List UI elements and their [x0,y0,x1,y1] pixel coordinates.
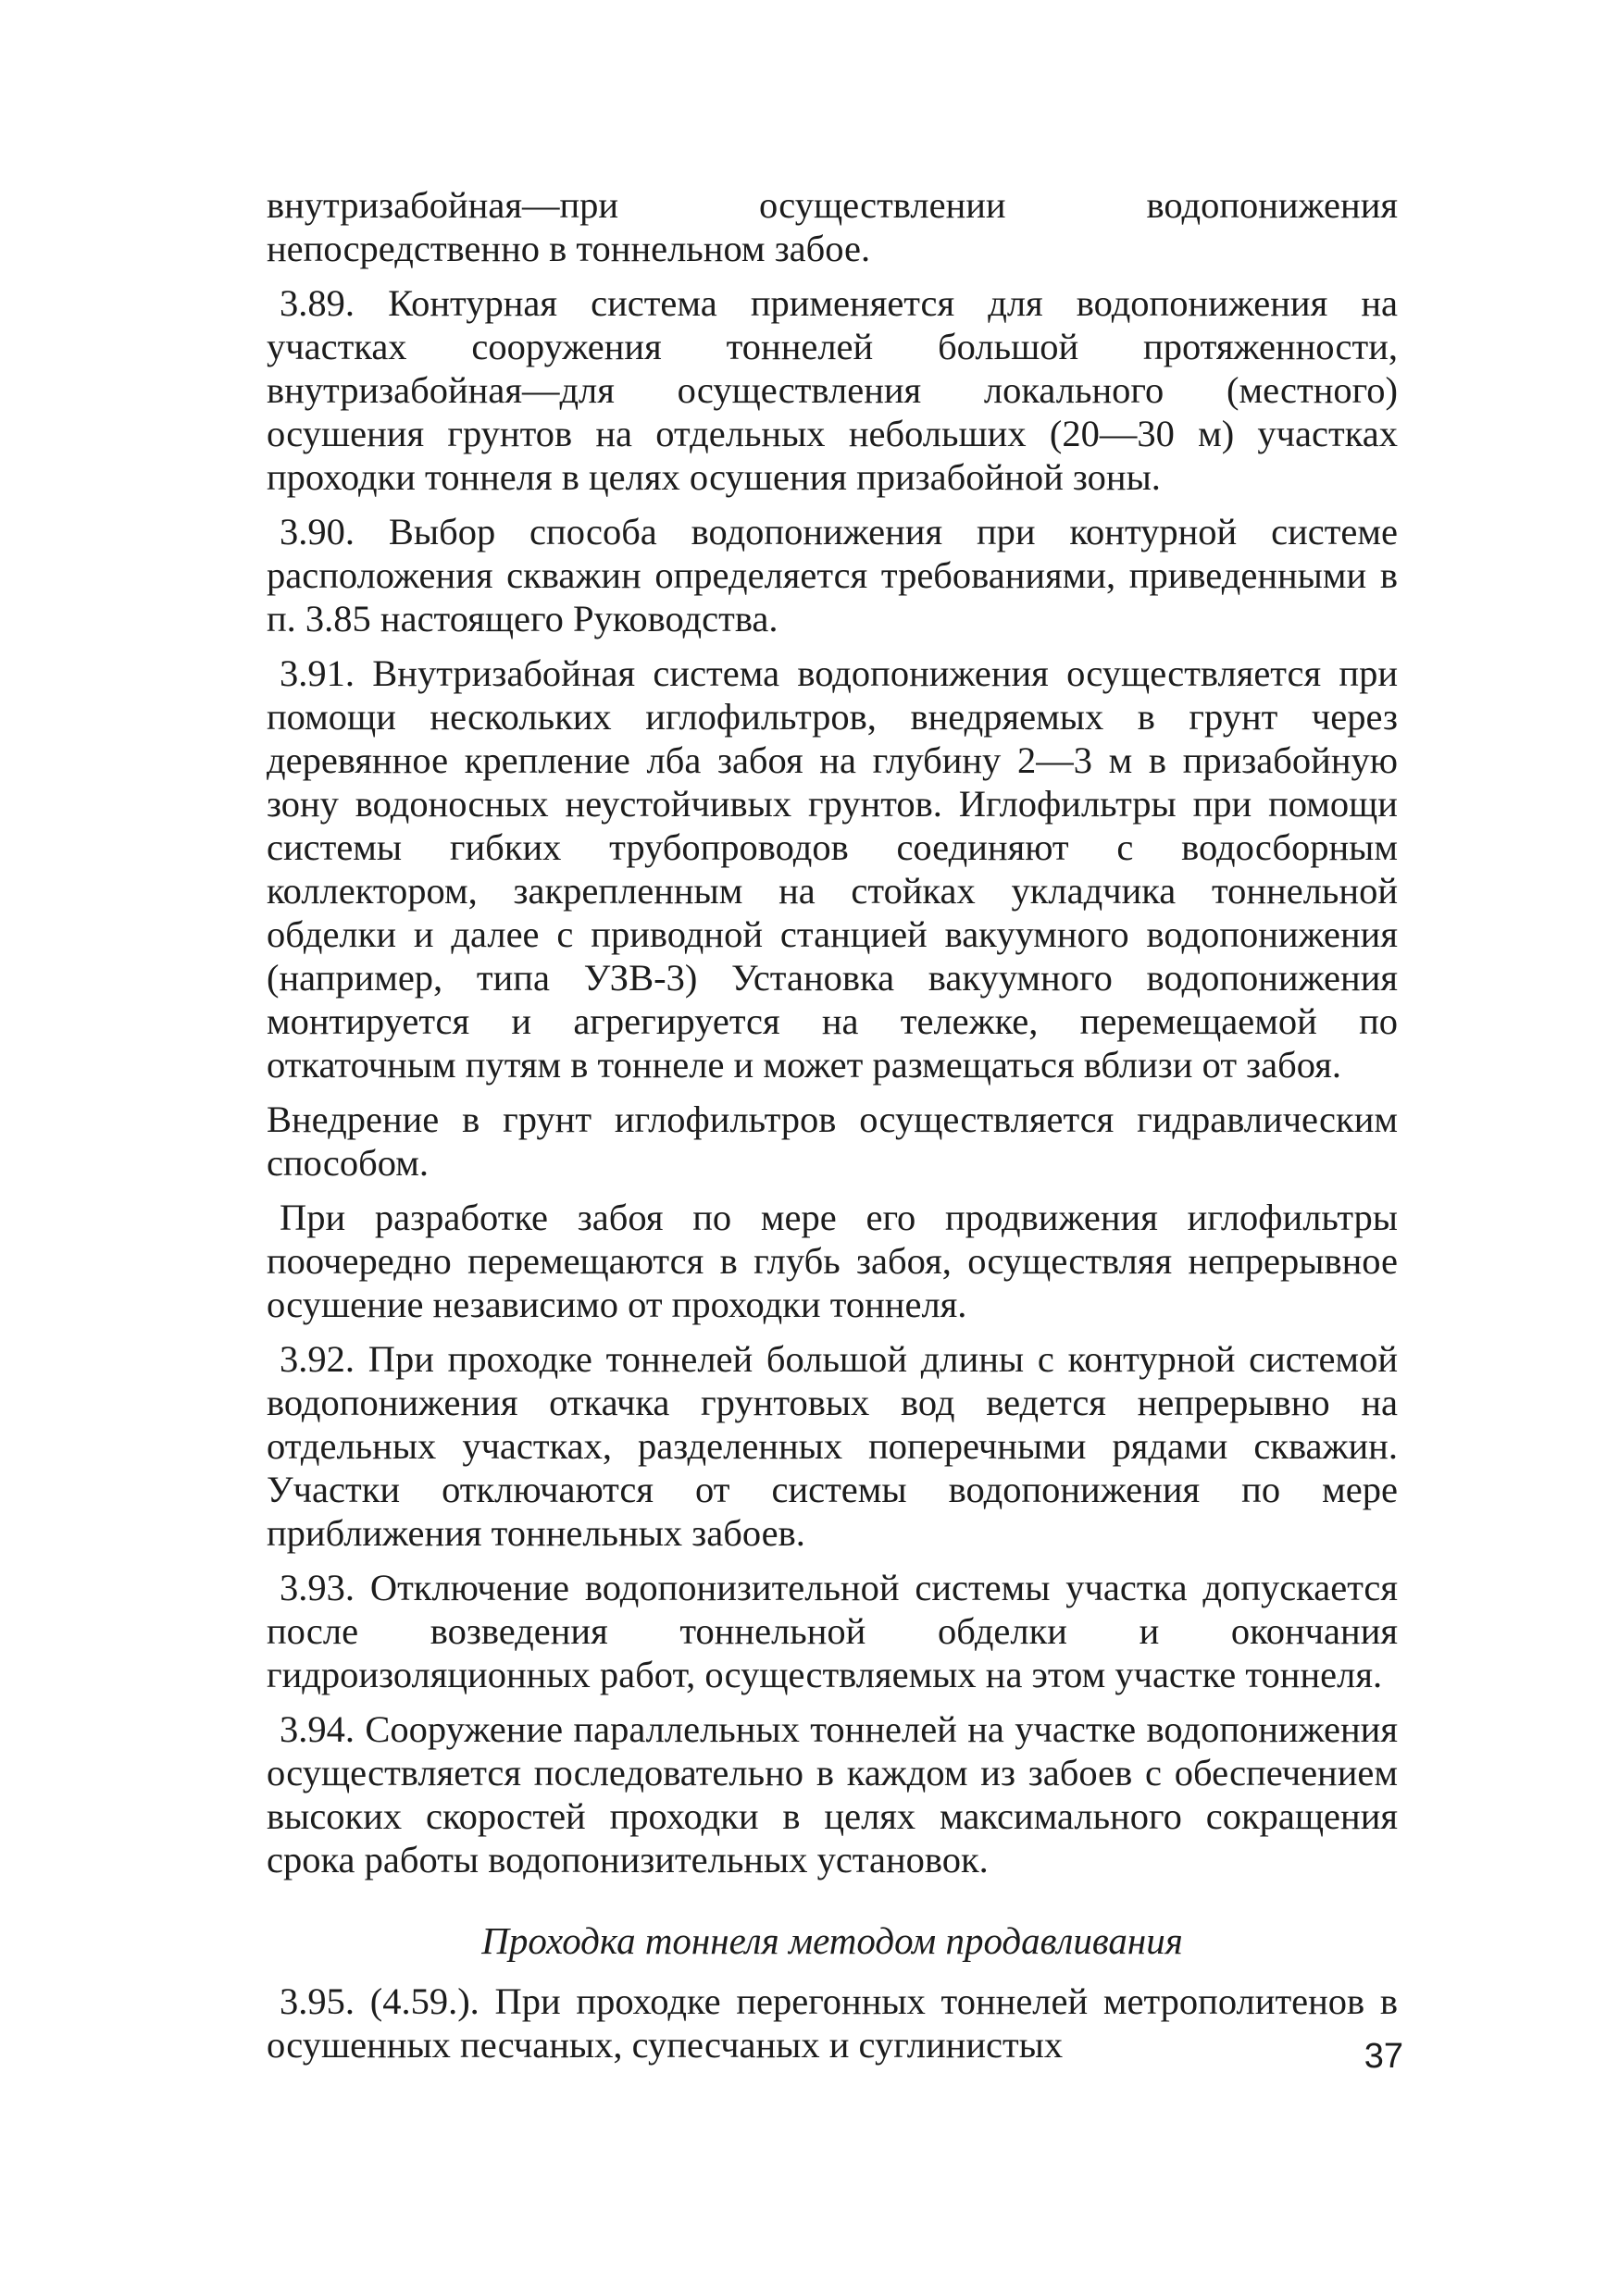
section-heading: Проходка тоннеля методом продавливания [481,1919,1183,1962]
paragraph-face-development: При разработке забоя по мере его продвижения иглофильтры поочередно перемещаются в глубь забоя, осуществляя непрерывное осушение независимо от проходки тоннеля. [267,1197,1398,1325]
paragraph-3-91: 3.91. Внутризабойная система водопонижения осуществляется при помощи нескольких иглофильтров, внедряемых в грунт через деревянное крепление лба забоя на глубину 2—3 м в призабойную зону водоносных неустойчивых грунтов. Иглофильтры при помощи системы гибких трубопроводов соединяют с водосборным коллектором, закрепленным на стойках укладчика тоннельной обделки и далее с приводной станцией вакуумного водопонижения (например, типа УЗВ-3) Установка вакуумного водопонижения монтируется и агрегируется на тележке, перемещаемой по откаточным путям в тоннеле и может размещаться вблизи от забоя. [267,652,1398,1086]
page-number: 37 [1364,2037,1403,2076]
page-body [267,183,1398,2078]
paragraph-3-90: 3.90. Выбор способа водопонижения при контурной системе расположения скважин определяется требованиями, приведенными в п. 3.85 настоящего Руководства. [267,511,1398,639]
paragraph-3-94: 3.94. Сооружение параллельных тоннелей на участке водопонижения осуществляется последовательно в каждом из забоев с обеспечением высоких скоростей проходки в целях максимального сокращения срока работы водопонизительных установок. [267,1708,1398,1880]
paragraph-intro: внутризабойная—при осуществлении водопонижения непосредственно в тоннельном забое. [267,184,1398,269]
paragraph-3-95: 3.95. (4.59.). При проходке перегонных тоннелей метрополитенов в осушенных песчаных, супесчаных и суглинистых [267,1980,1398,2066]
paragraph-3-92: 3.92. При проходке тоннелей большой длины с контурной системой водопонижения откачка грунтовых вод ведется непрерывно на отдельных участках, разделенных поперечными рядами скважин. Участки отключаются от системы водопонижения по мере приближения тоннельных забоев. [267,1338,1398,1554]
paragraph-3-89: 3.89. Контурная система применяется для водопонижения на участках сооружения тоннелей большой протяженности, внутризабойная—для осуществления локального (местного) осушения грунтов на отдельных небольших (20—30 м) участках проходки тоннеля в целях осушения призабойной зоны. [267,282,1398,498]
paragraph-hydraulic-method: Внедрение в грунт иглофильтров осуществляется гидравлическим способом. [267,1098,1398,1184]
paragraph-3-93: 3.93. Отключение водопонизительной системы участка допускается после возведения тоннельной обделки и окончания гидроизоляционных работ, осуществляемых на этом участке тоннеля. [267,1567,1398,1695]
